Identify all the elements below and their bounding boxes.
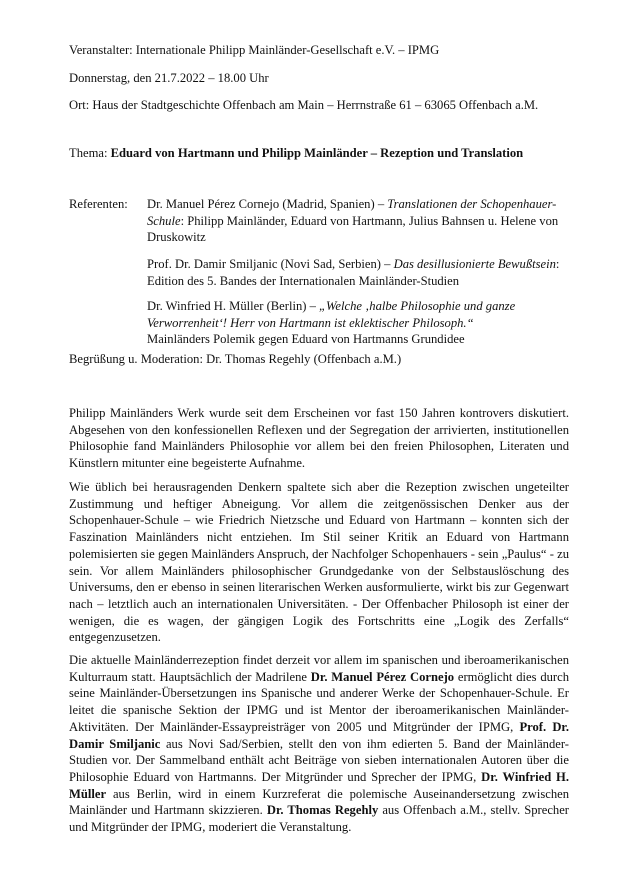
- theme-label: Thema:: [69, 146, 111, 160]
- speaker-highlight: Prof. Dr. Damir Smiljanic: [69, 719, 569, 751]
- talk-subtitle: : Philipp Mainländer, Eduard von Hartmann, Julius Bahnsen u. Helene von Druskowitz: [147, 213, 559, 245]
- speaker-entry: [147, 196, 567, 246]
- speaker-name: Dr. Manuel Pérez Cornejo (Madrid, Spanien) –: [147, 197, 388, 211]
- theme-title: Eduard von Hartmann und Philipp Mainländer – Rezeption und Translation: [110, 146, 524, 160]
- theme-line: [69, 145, 523, 161]
- speaker-entry: [147, 298, 567, 348]
- speaker-highlight: Dr. Winfried H. Müller: [69, 769, 569, 801]
- date-line: Donnerstag, den 21.7.2022 – 18.00 Uhr: [69, 71, 269, 85]
- speaker-name: Prof. Dr. Damir Smiljanic (Novi Sad, Serbien) –: [147, 257, 394, 271]
- moderation-line: Begrüßung u. Moderation: Dr. Thomas Regehly (Offenbach a.M.): [69, 352, 402, 366]
- paragraph-intro: Philipp Mainländers Werk wurde seit dem Erscheinen vor fast 150 Jahren kontrovers diskutiert. Abgesehen von den konfessionellen Reflexen und der Segregation der arrivierten, institutionellen Philosophie fand Mainländers Philosophie vor allem bei den freien Philosophen, Literaten und Künstlern mitunter eine begeisterte Aufnahme.: [69, 406, 569, 471]
- organizer-line: Veranstalter: Internationale Philipp Mainländer-Gesellschaft e.V. – IPMG: [69, 43, 440, 57]
- talk-title: Translationen der Schopenhauer-Schule: [147, 197, 557, 228]
- text-segment: aus Novi Sad/Serbien, stellt den von ihm edierten 5. Band der Mainländer-Studien vor. Der Sammelband enthält acht Beiträge von sieben internationalen Autoren über die Philosophie Eduard von Hartmanns. Der Mitgründer und Sprecher der IPMG,: [69, 736, 569, 784]
- text-segment: aus Offenbach a.M., stellv. Sprecher und Mitgründer der IPMG, moderiert die Veranstaltung.: [69, 803, 569, 835]
- text-segment: Die aktuelle Mainländerrezeption findet derzeit vor allem im spanischen und iberoamerikanischen Kulturraum statt. Hauptsächlich der Madrilene: [69, 653, 569, 684]
- speaker-highlight: Dr. Thomas Regehly: [266, 803, 379, 818]
- talk-subtitle: Mainländers Polemik gegen Eduard von Hartmanns Grundidee: [147, 332, 465, 347]
- paragraph-current-reception: [69, 652, 569, 836]
- speaker-highlight: Dr. Manuel Pérez Cornejo: [310, 669, 455, 684]
- speaker-entry: [147, 256, 567, 289]
- text-segment: ermöglicht dies durch seine Mainländer-Übersetzungen ins Spanische und anderer Werke der Schopenhauer-Schule. Er leitet die spanische Sektion der IPMG und ist Mentor der iberoamerikanischen Mainländer-Aktivitäten. Der Mainländer-Essaypreisträger von 2005 und Mitgründer der IPMG,: [69, 669, 569, 734]
- speakers-label: Referenten:: [69, 197, 128, 211]
- talk-title: „Welche ‚halbe Philosophie und ganze Verworrenheit‘! Herr von Hartmann ist eklektischer Philosoph.“: [147, 299, 516, 330]
- paragraph-reception: Wie üblich bei herausragenden Denkern spaltete sich aber die Rezeption zwischen ungeteilter Zustimmung und heftiger Abneigung. Vor allem die zeitgenössischen Denker aus der Schopenhauer-Schule – wie Friedrich Nietzsche und Eduard von Hartmann – konnten sich der Faszination Mainländers nicht entziehen. Im Stil seiner Kritik an Eduard von Hartmann polemisierten sie gegen Mainländers Anspruch, der Nachfolger Schopenhauers - sein „Paulus“ - zu sein. Vor allem Mainländers philosophischer Grundgedanke von der Selbstauslöschung des Universums, den er ebenso in seinen literarischen Werken ausformulierte, wirkt bis zur Gegenwart nach – letztlich auch an internationalen Universitäten. - Der Offenbacher Philosoph ist einer der wenigen, die es wagen, der gängigen Logik des Fortschritts eine „Logik des Zerfalls“ entgegenzusetzen.: [69, 480, 569, 645]
- talk-subtitle: : Edition des 5. Bandes der Internationalen Mainländer-Studien: [147, 257, 560, 288]
- location-line: Ort: Haus der Stadtgeschichte Offenbach am Main – Herrnstraße 61 – 63065 Offenbach a.M.: [69, 98, 539, 112]
- speaker-name: Dr. Winfried H. Müller (Berlin) –: [147, 299, 320, 313]
- talk-title: Das desillusionierte Bewußtsein: [393, 257, 556, 271]
- text-segment: aus Berlin, wird in einem Kurzreferat die polemische Auseinandersetzung zwischen Mainländer und Hartmann skizzieren.: [69, 786, 569, 818]
